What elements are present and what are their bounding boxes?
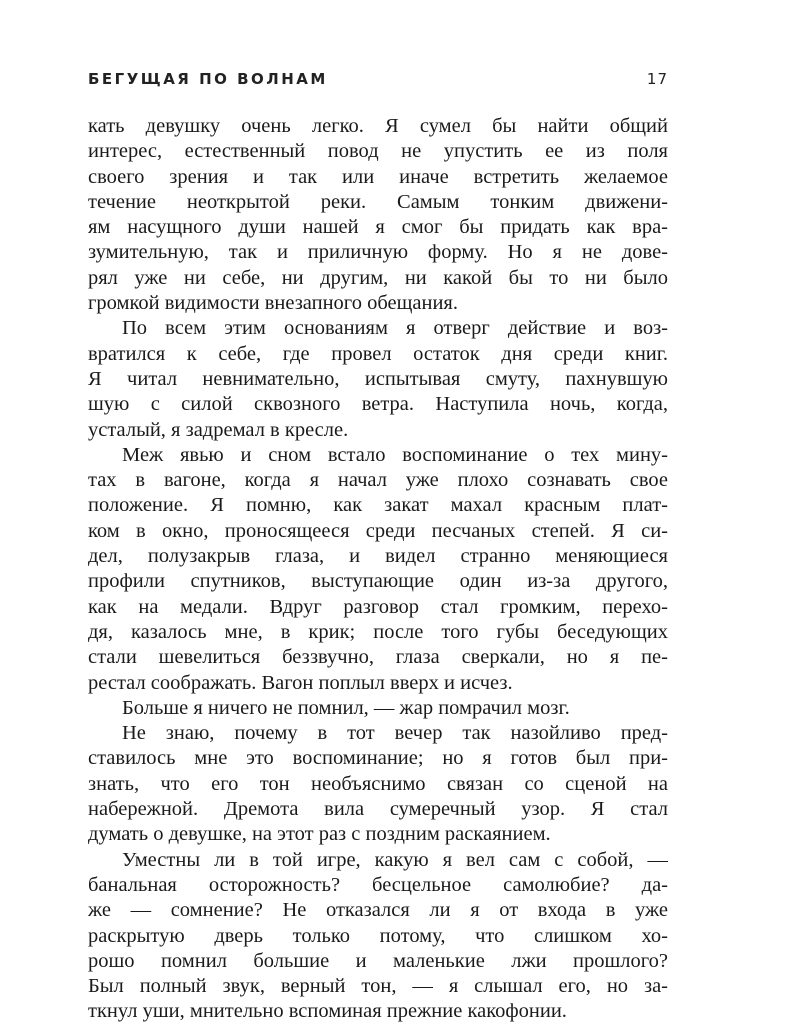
text-line: течение неоткрытой реки. Самым тонким движени- bbox=[88, 190, 668, 213]
text-line: как на медали. Вдруг разговор стал громким, перехо- bbox=[88, 595, 668, 618]
text-line: же — сомнение? Не отказался ли я от входа в уже bbox=[88, 899, 668, 922]
text-line: По всем этим основаниям я отверг действие и воз- bbox=[122, 317, 668, 340]
text-line: своего зрения и так или иначе встретить желаемое bbox=[88, 165, 668, 188]
text-line: набережной. Дремота вила сумеречный узор. Я стал bbox=[88, 798, 668, 821]
text-line: банальная осторожность? бесцельное самолюбие? да- bbox=[88, 873, 668, 896]
paragraph bbox=[88, 114, 668, 316]
text-line: Не знаю, почему в тот вечер так назойливо пред- bbox=[122, 722, 668, 745]
paragraph bbox=[88, 848, 668, 1025]
text-line: думать о девушке, на этот раз с поздним раскаянием. bbox=[88, 823, 551, 846]
text-line: ткнул уши, мнительно вспоминая прежние какофонии. bbox=[88, 1000, 567, 1023]
text-line: стали шевелиться беззвучно, глаза сверкали, но я пе- bbox=[88, 646, 668, 669]
text-line: интерес, естественный повод не упустить ее из поля bbox=[88, 140, 668, 163]
text-line: дел, полузакрыв глаза, и видел странно меняющиеся bbox=[88, 545, 668, 568]
text-line: кать девушку очень легко. Я сумел бы найти общий bbox=[88, 115, 668, 137]
text-line: Больше я ничего не помнил, — жар помрачил мозг. bbox=[122, 696, 570, 719]
running-head bbox=[88, 70, 668, 92]
paragraph bbox=[88, 316, 668, 442]
text-line: знать, что его тон необъяснимо связан со сценой на bbox=[88, 772, 668, 795]
running-title: БЕГУЩАЯ ПО ВОЛНАМ bbox=[88, 70, 328, 88]
text-line: Я читал невнимательно, испытывая смуту, пахнувшую bbox=[88, 367, 668, 390]
text-line: шую с силой сквозного ветра. Наступила ночь, когда, bbox=[88, 393, 668, 416]
paragraph bbox=[88, 696, 668, 721]
text-line: раскрытую дверь только потому, что слишком хо- bbox=[88, 924, 668, 947]
text-line: рошо помнил большие и маленькие лжи прошлого? bbox=[88, 949, 668, 972]
paragraph bbox=[88, 721, 668, 847]
text-line: ям насущного души нашей я смог бы придать как вра- bbox=[88, 216, 668, 239]
text-line: дя, казалось мне, в крик; после того губы беседующих bbox=[88, 620, 668, 643]
page-number: 17 bbox=[646, 70, 668, 88]
text-line: ставилось мне это воспоминание; но я готов был при- bbox=[88, 747, 668, 770]
text-line: профили спутников, выступающие один из-за другого, bbox=[88, 570, 668, 593]
text-line: рял уже ни себе, ни другим, ни какой бы то ни было bbox=[88, 266, 668, 289]
text-line: зумительную, так и приличную форму. Но я не дове- bbox=[88, 241, 668, 264]
text-line: Был полный звук, верный тон, — я слышал его, но за- bbox=[88, 975, 668, 998]
text-line: Уместны ли в той игре, какую я вел сам с собой, — bbox=[122, 848, 668, 871]
text-line: ком в окно, проносящееся среди песчаных степей. Я си- bbox=[88, 519, 668, 542]
body-text bbox=[88, 114, 668, 1025]
text-line: положение. Я помню, как закат махал красным плат- bbox=[88, 494, 668, 517]
text-line: усталый, я задремал в кресле. bbox=[88, 418, 349, 441]
text-line: вратился к себе, где провел остаток дня среди книг. bbox=[88, 342, 668, 365]
text-line: рестал соображать. Вагон поплыл вверх и исчез. bbox=[88, 671, 513, 694]
text-line: тах в вагоне, когда я начал уже плохо сознавать свое bbox=[88, 469, 668, 492]
text-line: Меж явью и сном встало воспоминание о тех мину- bbox=[122, 443, 668, 466]
paragraph bbox=[88, 443, 668, 696]
text-line: громкой видимости внезапного обещания. bbox=[88, 292, 458, 315]
